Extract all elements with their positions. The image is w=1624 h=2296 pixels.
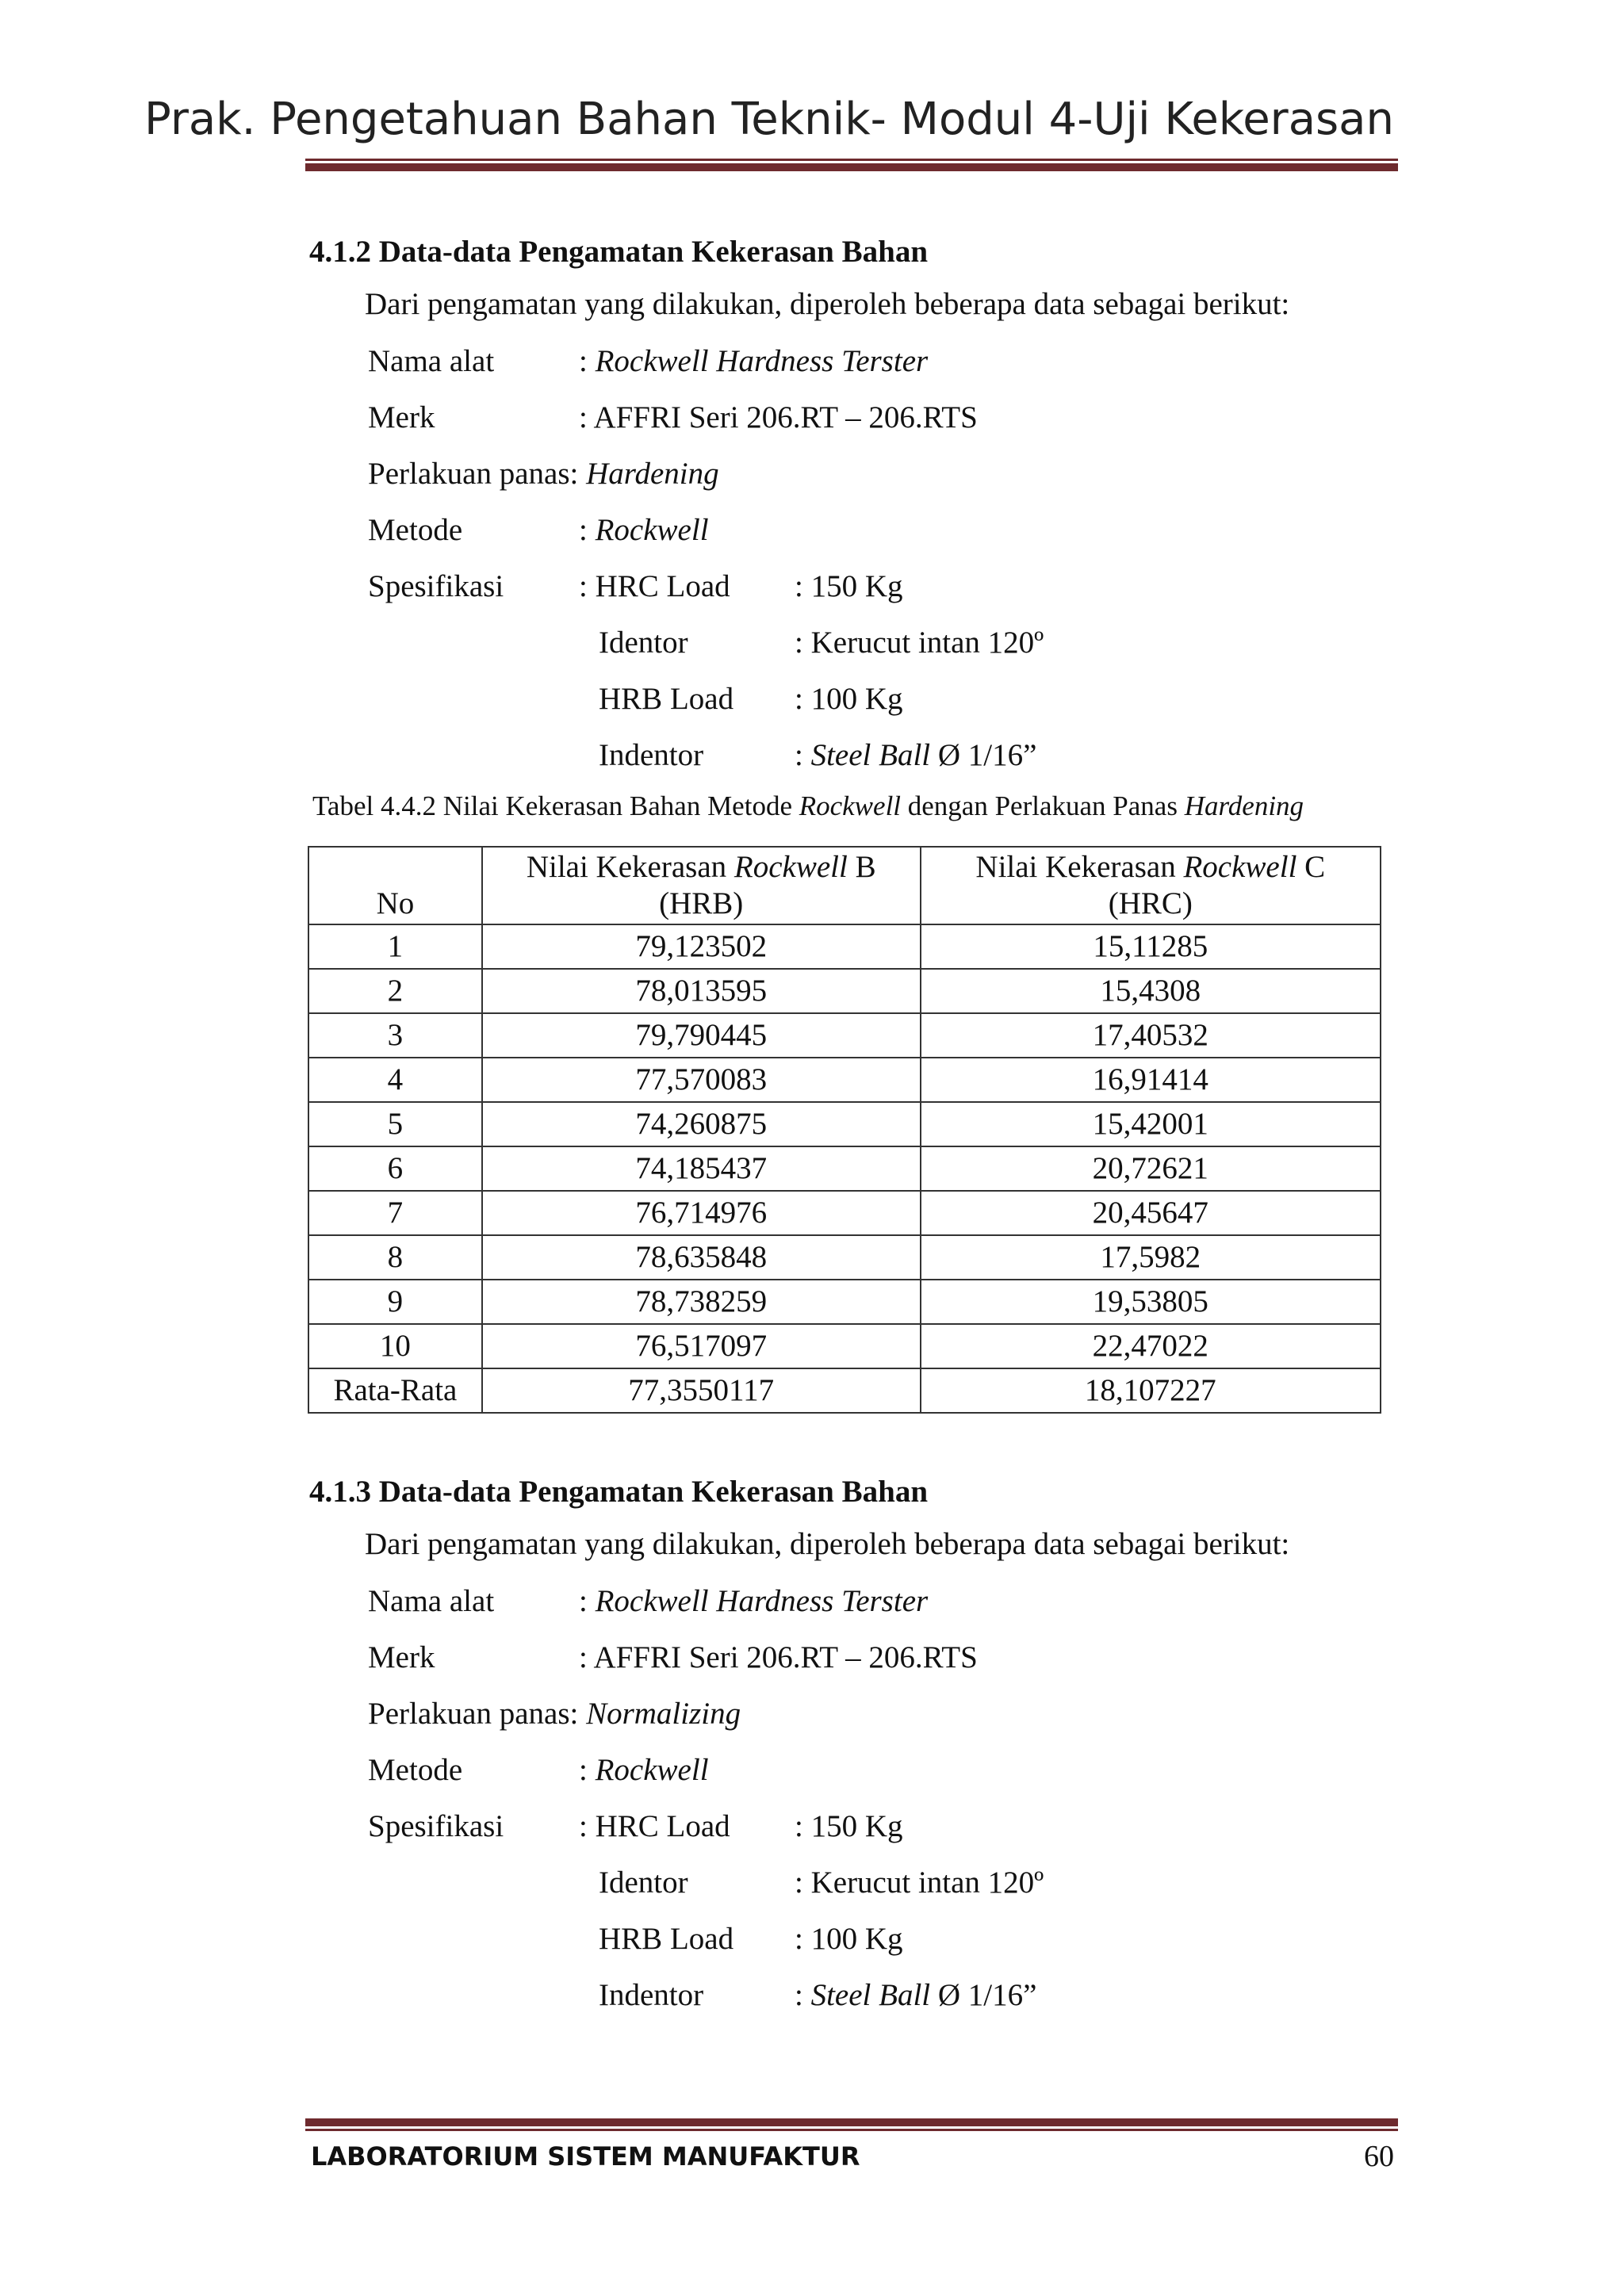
header-rule-thin <box>305 159 1398 161</box>
field-value: : Rockwell <box>579 513 709 547</box>
footer-rule-thick <box>305 2118 1398 2126</box>
spec-row <box>309 727 1404 783</box>
section-intro: Dari pengamatan yang dilakukan, diperoleh beberapa data sebagai berikut: <box>365 1527 1290 1561</box>
section-heading: 4.1.2 Data-data Pengamatan Kekerasan Bahan <box>309 235 929 269</box>
hardness-table <box>308 846 1381 1414</box>
cell-hrc: 17,40532 <box>921 1013 1381 1058</box>
cell-no: 2 <box>308 969 482 1013</box>
table-row <box>308 1368 1381 1413</box>
spec-value: : 100 Kg <box>795 682 903 716</box>
field-nama-alat <box>309 333 1404 389</box>
field-label: Metode <box>368 513 463 547</box>
spec-row <box>309 614 1404 671</box>
field-label: Merk <box>368 400 435 434</box>
cell-no: 9 <box>308 1280 482 1324</box>
cell-hrb: 77,3550117 <box>482 1368 921 1413</box>
field-nama-alat <box>309 1573 1404 1629</box>
cell-no: 10 <box>308 1324 482 1368</box>
spec-row <box>309 671 1404 727</box>
spec-label: Indentor <box>599 1978 704 2012</box>
section-intro: Dari pengamatan yang dilakukan, diperoleh beberapa data sebagai berikut: <box>365 287 1290 321</box>
field-label: Spesifikasi <box>368 1809 504 1843</box>
spec-value: : Steel Ball Ø 1/16” <box>795 1978 1037 2012</box>
table-row <box>308 924 1381 969</box>
header-rule-thick <box>305 163 1398 171</box>
cell-hrb: 78,738259 <box>482 1280 921 1324</box>
field-spesifikasi <box>309 1798 1404 1854</box>
cell-no: 7 <box>308 1191 482 1235</box>
cell-hrc: 18,107227 <box>921 1368 1381 1413</box>
spec-label: Identor <box>599 1866 688 1900</box>
cell-hrb: 74,260875 <box>482 1102 921 1146</box>
field-merk <box>309 1629 1404 1686</box>
cell-hrb: 76,714976 <box>482 1191 921 1235</box>
field-label: Nama alat <box>368 1584 495 1618</box>
footer-rule-thin <box>305 2129 1398 2131</box>
spec-value: : 150 Kg <box>795 1809 903 1843</box>
spec-label: Indentor <box>599 738 704 772</box>
cell-hrc: 22,47022 <box>921 1324 1381 1368</box>
field-value: : Rockwell Hardness Terster <box>579 344 929 378</box>
field-value: : AFFRI Seri 206.RT – 206.RTS <box>579 400 978 434</box>
table-row <box>308 1146 1381 1191</box>
field-label-value: Perlakuan panas: Normalizing <box>368 1697 741 1731</box>
spec-label: Identor <box>599 626 688 660</box>
spec-label: : HRC Load <box>579 1809 730 1843</box>
cell-hrb: 78,013595 <box>482 969 921 1013</box>
table-row <box>308 1013 1381 1058</box>
spec-label: : HRC Load <box>579 569 730 603</box>
field-label: Metode <box>368 1753 463 1787</box>
page-header-title: Prak. Pengetahuan Bahan Teknik- Modul 4-Uji Kekerasan <box>144 94 1394 145</box>
cell-hrb: 79,123502 <box>482 924 921 969</box>
cell-no: 4 <box>308 1058 482 1102</box>
table-row <box>308 1058 1381 1102</box>
table-row <box>308 1102 1381 1146</box>
field-label-value: Perlakuan panas: Hardening <box>368 457 719 491</box>
header-hrc: Nilai Kekerasan Rockwell C (HRC) <box>921 847 1381 924</box>
cell-hrb: 78,635848 <box>482 1235 921 1280</box>
table-caption: Tabel 4.4.2 Nilai Kekerasan Bahan Metode Rockwell dengan Perlakuan Panas Hardening <box>312 790 1304 821</box>
section-hardening <box>309 228 1404 829</box>
header-no: No <box>308 847 482 924</box>
field-label: Merk <box>368 1640 435 1674</box>
spec-row <box>309 1967 1404 2023</box>
cell-no: Rata-Rata <box>308 1368 482 1413</box>
footer-lab-name: LABORATORIUM SISTEM MANUFAKTUR <box>311 2141 860 2172</box>
cell-hrb: 76,517097 <box>482 1324 921 1368</box>
table-body <box>308 924 1381 1413</box>
field-value: : Rockwell <box>579 1753 709 1787</box>
cell-hrc: 15,4308 <box>921 969 1381 1013</box>
section-normalizing <box>309 1468 1404 2023</box>
cell-no: 8 <box>308 1235 482 1280</box>
spec-label: HRB Load <box>599 1922 734 1956</box>
cell-no: 3 <box>308 1013 482 1058</box>
cell-hrc: 17,5982 <box>921 1235 1381 1280</box>
spec-value: : Steel Ball Ø 1/16” <box>795 738 1037 772</box>
cell-hrb: 79,790445 <box>482 1013 921 1058</box>
cell-hrc: 15,11285 <box>921 924 1381 969</box>
table-row <box>308 1235 1381 1280</box>
cell-no: 6 <box>308 1146 482 1191</box>
field-spesifikasi <box>309 558 1404 614</box>
cell-hrc: 19,53805 <box>921 1280 1381 1324</box>
spec-label: HRB Load <box>599 682 734 716</box>
page-number: 60 <box>1364 2140 1394 2173</box>
field-value: : AFFRI Seri 206.RT – 206.RTS <box>579 1640 978 1674</box>
field-perlakuan <box>309 446 1404 502</box>
cell-hrc: 15,42001 <box>921 1102 1381 1146</box>
cell-hrc: 20,45647 <box>921 1191 1381 1235</box>
cell-hrc: 20,72621 <box>921 1146 1381 1191</box>
table-row <box>308 1280 1381 1324</box>
spec-value: : 150 Kg <box>795 569 903 603</box>
field-perlakuan <box>309 1686 1404 1742</box>
field-label: Spesifikasi <box>368 569 504 603</box>
field-label: Nama alat <box>368 344 495 378</box>
cell-hrc: 16,91414 <box>921 1058 1381 1102</box>
spec-row <box>309 1854 1404 1911</box>
spec-value: : Kerucut intan 120º <box>795 1866 1044 1900</box>
section-heading: 4.1.3 Data-data Pengamatan Kekerasan Bahan <box>309 1475 929 1509</box>
cell-hrb: 77,570083 <box>482 1058 921 1102</box>
table-row <box>308 969 1381 1013</box>
field-merk <box>309 389 1404 446</box>
cell-no: 1 <box>308 924 482 969</box>
field-metode <box>309 1742 1404 1798</box>
table-row <box>308 1324 1381 1368</box>
field-value: : Rockwell Hardness Terster <box>579 1584 929 1618</box>
spec-value: : Kerucut intan 120º <box>795 626 1044 660</box>
cell-no: 5 <box>308 1102 482 1146</box>
cell-hrb: 74,185437 <box>482 1146 921 1191</box>
table-header-row <box>308 847 1381 924</box>
spec-value: : 100 Kg <box>795 1922 903 1956</box>
field-metode <box>309 502 1404 558</box>
table-row <box>308 1191 1381 1235</box>
header-hrb: Nilai Kekerasan Rockwell B (HRB) <box>482 847 921 924</box>
spec-row <box>309 1911 1404 1967</box>
